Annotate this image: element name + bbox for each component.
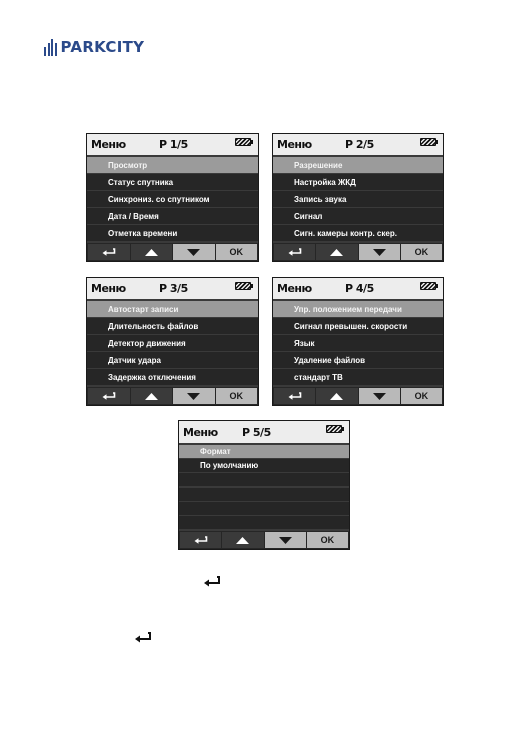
battery-icon: [235, 138, 251, 146]
up-button[interactable]: [316, 244, 357, 260]
button-bar: [87, 387, 258, 405]
triangle-down-icon: [373, 393, 386, 400]
down-button[interactable]: [359, 244, 400, 260]
up-button[interactable]: [131, 244, 173, 260]
triangle-up-icon: [236, 537, 249, 544]
ok-button[interactable]: [216, 244, 258, 260]
back-button[interactable]: [88, 244, 130, 260]
menu-item[interactable]: Сигнал: [273, 208, 443, 224]
button-bar: [87, 243, 258, 261]
menu-item[interactable]: стандарт ТВ: [273, 369, 443, 385]
menu-item[interactable]: [179, 473, 349, 486]
up-button[interactable]: [316, 388, 357, 404]
menu-header: [179, 421, 349, 443]
menu-screen-4: [272, 277, 444, 406]
menu-item-selected[interactable]: Упр. положением передачи: [273, 301, 443, 317]
menu-header: [273, 134, 443, 155]
return-arrow-icon: [134, 632, 152, 644]
ok-button[interactable]: [216, 388, 258, 404]
menu-item[interactable]: Запись звука: [273, 191, 443, 207]
page-indicator: P 3/5: [159, 282, 188, 295]
page-indicator: P 2/5: [345, 138, 374, 151]
ok-label: OK: [229, 247, 243, 257]
menu-screen-3: [86, 277, 259, 406]
ok-label: OK: [320, 535, 335, 545]
menu-screen-2: [272, 133, 444, 262]
down-button[interactable]: [265, 532, 306, 548]
triangle-down-icon: [187, 393, 200, 400]
triangle-down-icon: [187, 249, 200, 256]
return-arrow-icon: [288, 392, 302, 401]
battery-icon: [326, 425, 342, 433]
return-arrow-icon: [102, 392, 116, 401]
menu-item[interactable]: Статус спутника: [87, 174, 258, 190]
menu-item[interactable]: Датчик удара: [87, 352, 258, 368]
menu-item[interactable]: Синхрониз. со спутником: [87, 191, 258, 207]
menu-item[interactable]: Длительность файлов: [87, 318, 258, 334]
ok-button[interactable]: [401, 388, 442, 404]
page-indicator: P 5/5: [242, 426, 271, 439]
button-bar: [179, 531, 349, 549]
triangle-down-icon: [279, 537, 292, 544]
menu-title: Меню: [91, 138, 126, 151]
up-button[interactable]: [222, 532, 263, 548]
menu-item[interactable]: Сигнал превышен. скорости: [273, 318, 443, 334]
return-arrow-icon: [203, 576, 221, 588]
page-indicator: P 4/5: [345, 282, 374, 295]
back-button[interactable]: [88, 388, 130, 404]
triangle-up-icon: [330, 249, 343, 256]
menu-title: Меню: [277, 138, 312, 151]
menu-title: Меню: [183, 426, 218, 439]
menu-item-selected[interactable]: Формат: [179, 445, 349, 458]
menu-item[interactable]: [179, 488, 349, 501]
menu-item[interactable]: Удаление файлов: [273, 352, 443, 368]
menu-header: [87, 134, 258, 155]
battery-icon: [420, 282, 436, 290]
menu-item[interactable]: Настройка ЖКД: [273, 174, 443, 190]
return-arrow-icon: [288, 248, 302, 257]
menu-item[interactable]: Язык: [273, 335, 443, 351]
logo-text: PARKCITY: [60, 38, 145, 56]
menu-item[interactable]: Сигн. камеры контр. скер.: [273, 225, 443, 241]
button-bar: [273, 243, 443, 261]
menu-header: [87, 278, 258, 299]
menu-item[interactable]: Детектор движения: [87, 335, 258, 351]
ok-label: OK: [229, 391, 243, 401]
back-button[interactable]: [274, 244, 315, 260]
ok-button[interactable]: [401, 244, 442, 260]
up-button[interactable]: [131, 388, 173, 404]
menu-item[interactable]: [179, 502, 349, 515]
menu-screen-5: [178, 420, 350, 550]
menu-title: Меню: [91, 282, 126, 295]
menu-item-selected[interactable]: Разрешение: [273, 157, 443, 173]
menu-item[interactable]: Отметка времени: [87, 225, 258, 241]
down-button[interactable]: [173, 388, 215, 404]
return-arrow-icon: [194, 536, 208, 545]
battery-icon: [420, 138, 436, 146]
ok-label: OK: [414, 391, 429, 401]
down-button[interactable]: [173, 244, 215, 260]
menu-item[interactable]: По умолчанию: [179, 459, 349, 472]
triangle-up-icon: [145, 249, 158, 256]
menu-title: Меню: [277, 282, 312, 295]
page-indicator: P 1/5: [159, 138, 188, 151]
down-button[interactable]: [359, 388, 400, 404]
menu-item-selected[interactable]: Автостарт записи: [87, 301, 258, 317]
return-arrow-icon: [102, 248, 116, 257]
parkcity-logo: [44, 37, 144, 57]
back-button[interactable]: [180, 532, 221, 548]
ok-button[interactable]: [307, 532, 348, 548]
menu-header: [273, 278, 443, 299]
menu-item[interactable]: [179, 516, 349, 529]
triangle-up-icon: [145, 393, 158, 400]
triangle-down-icon: [373, 249, 386, 256]
logo-bars-icon: [44, 38, 57, 56]
menu-item-selected[interactable]: Просмотр: [87, 157, 258, 173]
battery-icon: [235, 282, 251, 290]
menu-item[interactable]: Дата / Время: [87, 208, 258, 224]
button-bar: [273, 387, 443, 405]
menu-screen-1: [86, 133, 259, 262]
triangle-up-icon: [330, 393, 343, 400]
back-button[interactable]: [274, 388, 315, 404]
ok-label: OK: [414, 247, 429, 257]
menu-item[interactable]: Задержка отключения: [87, 369, 258, 385]
